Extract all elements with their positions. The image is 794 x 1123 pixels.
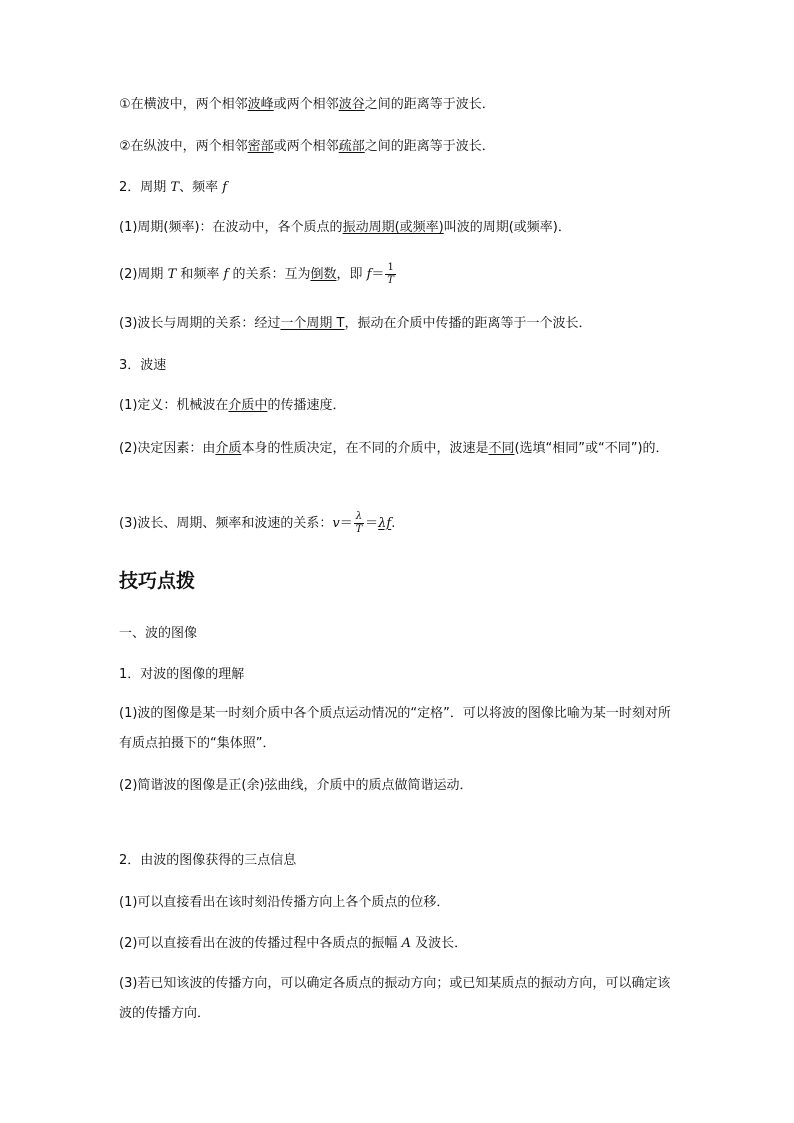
text: (3)波长与周期的关系：经过 <box>119 316 281 331</box>
text: 及波长． <box>410 936 468 951</box>
symbol-T: T <box>170 180 180 195</box>
symbol-T: T <box>167 267 177 282</box>
text: 之间的距离等于波长． <box>364 97 495 112</box>
fraction-denominator: T <box>387 275 394 286</box>
text: (3)波长、周期、频率和波速的关系： <box>119 516 333 531</box>
text: ，即 <box>336 267 367 282</box>
info-displacement-line: (1)可以直接看出在该时刻沿传播方向上各个质点的位移． <box>119 895 450 910</box>
wavelength-period-line <box>119 314 592 334</box>
answer-medium: 介质中 <box>228 398 268 413</box>
answer-vibration-period: 振动周期(或频率) <box>342 220 444 235</box>
symbol-v: v <box>332 516 340 531</box>
fraction-numerator: λ <box>355 511 363 522</box>
symbol-f: f <box>223 267 229 282</box>
equals-sign: ＝ <box>365 516 379 531</box>
text: 的关系：互为 <box>228 267 311 282</box>
text: 本身的性质决定，在不同的介质中，波速是 <box>241 441 489 456</box>
period-frequency-relation-line <box>119 262 397 287</box>
subsection-2-title: 2．由波的图像获得的三点信息 <box>119 853 297 868</box>
wave-speed-factor-paragraph <box>119 434 679 464</box>
longitudinal-wave-line <box>119 137 495 157</box>
equals-sign: ＝ <box>339 516 353 531</box>
fraction-one-over-T <box>385 262 395 287</box>
info-direction-paragraph: (3)若已知该波的传播方向，可以确定各质点的振动方向；或已知某质点的振动方向，可以确定该波的传播方向． <box>119 976 671 1021</box>
text: (1)定义：机械波在 <box>119 398 229 413</box>
answer-medium: 介质 <box>215 441 242 456</box>
fraction-lambda-over-T <box>354 511 364 536</box>
wave-image-understanding-paragraph: (1)波的图像是某一时刻介质中各个质点运动情况的“定格”．可以将波的图像比喻为某一时刻对所有质点拍摄下的“集体照”． <box>119 706 671 751</box>
symbol-A: A <box>401 936 411 951</box>
answer-lambda-f: λf <box>378 516 392 531</box>
text: (2)决定因素：由 <box>119 441 216 456</box>
text: (2)可以直接看出在波的传播过程中各质点的振幅 <box>119 936 402 951</box>
text: . <box>391 516 396 531</box>
wave-speed-relation-line <box>119 511 395 536</box>
answer-trough: 波谷 <box>338 97 365 112</box>
answer-one-period: 一个周期 T <box>280 316 345 331</box>
text: ①在横波中，两个相邻 <box>119 97 248 112</box>
text: (选填“相同”或“不同”)的． <box>514 441 669 456</box>
answer-reciprocal: 倒数 <box>310 267 337 282</box>
text: 2．周期 <box>119 180 171 195</box>
text: (1)周期(频率)：在波动中，各个质点的 <box>119 220 343 235</box>
text: 之间的距离等于波长． <box>364 139 495 154</box>
subsection-1-title: 1．对波的图像的理解 <box>119 667 245 682</box>
text: ，振动在介质中传播的距离等于一个波长． <box>344 316 592 331</box>
text: 或两个相邻 <box>273 139 339 154</box>
text: (2)周期 <box>119 267 168 282</box>
symbol-f: f <box>366 267 372 282</box>
text: 或两个相邻 <box>273 97 339 112</box>
info-amplitude-line <box>119 934 467 954</box>
fraction-numerator: 1 <box>387 262 394 273</box>
answer-crest: 波峰 <box>247 97 274 112</box>
symbol-f: f <box>222 180 228 195</box>
transverse-wave-line <box>119 95 495 115</box>
answer-compression: 密部 <box>247 139 274 154</box>
text: 的传播速度． <box>267 398 346 413</box>
text: 和频率 <box>176 267 224 282</box>
period-definition-line <box>119 218 571 238</box>
section-2-title <box>119 178 227 198</box>
simple-harmonic-wave-line: (2)简谐波的图像是正(余)弦曲线，介质中的质点做简谐运动． <box>119 778 473 793</box>
equals-sign: ＝ <box>371 267 385 282</box>
answer-different: 不同 <box>488 441 515 456</box>
fraction-denominator: T <box>355 524 363 535</box>
section-3-title: 3．波速 <box>119 358 167 373</box>
part-1-title: 一、波的图像 <box>119 626 198 641</box>
wave-speed-definition-line <box>119 396 345 416</box>
text: 叫波的周期(或频率)． <box>443 220 571 235</box>
text: 、频率 <box>179 180 223 195</box>
answer-rarefaction: 疏部 <box>338 139 365 154</box>
text: ②在纵波中，两个相邻 <box>119 139 248 154</box>
heading-tips: 技巧点拨 <box>119 570 196 592</box>
